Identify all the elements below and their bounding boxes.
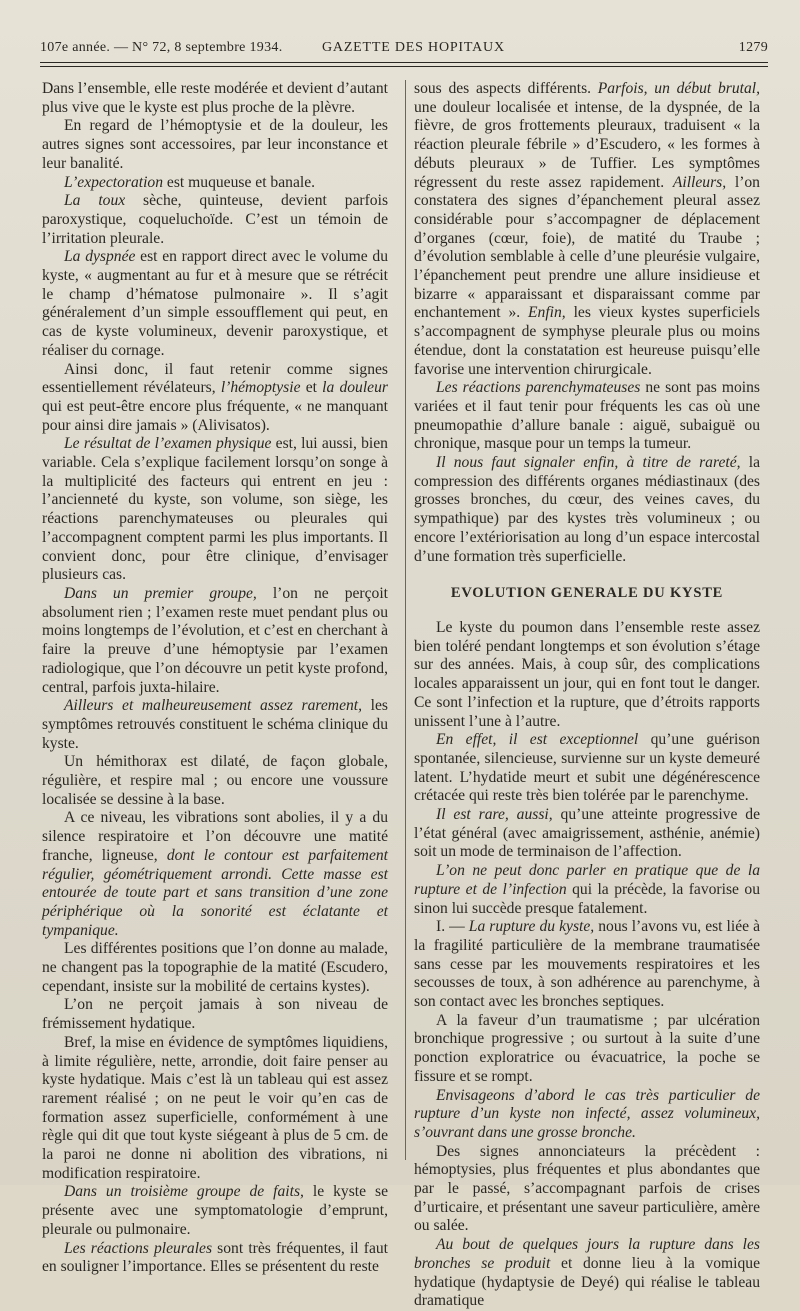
italic-text: Enfin, (528, 304, 566, 322)
text-run: la compression des différents organes médiastinaux (des grosses bronches, du cœur, des veines caves, du sympathique) par des kystes très volumineux ; ou encore l’extériorisation au long d’un espace intercostal d’une formation très superficielle. (414, 454, 760, 565)
paragraph (414, 1087, 760, 1143)
paragraph (42, 192, 388, 248)
italic-text: Ailleurs, (672, 173, 727, 191)
text-run: une douleur localisée et intense, de la dyspnée, de la fièvre, de gros frottements pleuraux, traduisent « la réaction pleurale fébrile » d’Escudero, « les formes à débuts pleuraux » de Tuffier. Les symptômes régressent du reste assez rapidement. (414, 98, 760, 191)
right-column (414, 80, 760, 1311)
italic-text: Au bout de quelques jours la rupture dans les bronches se produit (414, 1236, 760, 1272)
italic-text: L’expectoration (64, 173, 164, 191)
text-run: l’on constatera des signes d’épanchement pleural assez considérable pour s’accompagner de déplacement d’organes (cœur, foie), de matité du Traube ; d’évolution semblable à celle d’une pleurésie vulgaire, l’épanchement peut prendre une allure insidieuse et bizarre « apparaissant et disparaissant comme par enchantement ». (414, 173, 760, 322)
italic-text: En effet, il est exceptionnel (436, 731, 639, 749)
italic-text: Envisageons d’abord le cas très particulier de rupture d’un kyste non infecté, assez volumineux, s’ouvrant dans une grosse bronche. (414, 1086, 760, 1141)
paragraph (414, 862, 760, 918)
paragraph: Le kyste du poumon dans l’ensemble reste assez bien toléré pendant longtemps et son évolution s’étage sur des années. Mais, à coup sûr, des complications locales apparaissent un jour, qui en font tout le danger. Ce sont l’infection et la rupture, que d’étroits rapports unissent l’une à l’autre. (414, 618, 760, 730)
italic-text: Dans un troisième groupe de faits, (64, 1183, 304, 1201)
paragraph (42, 585, 388, 697)
text-run: Ainsi donc, il faut retenir comme signes essentiellement révélateurs, (42, 360, 388, 397)
header-rule (40, 62, 768, 63)
italic-text: Ailleurs et malheureusement assez rarement, (64, 697, 363, 715)
italic-text: Parfois, un début brutal, (597, 80, 760, 97)
page-number: 1279 (738, 40, 768, 55)
italic-text: dont le contour est parfaitement régulier, géométriquement arrondi. Cette masse est entourée de toute part et sans transition d’une zone périphérique où la sonorité est éclatante et tympanique. (42, 846, 388, 939)
italic-text: Il est rare, aussi, (436, 806, 553, 824)
text-run: I. — (436, 918, 469, 936)
paragraph: L’on ne perçoit jamais à son niveau de frémissement hydatique. (42, 996, 388, 1033)
header-rule-thin (40, 66, 768, 67)
text-run: ne sont pas moins variées et il faut tenir pour fréquents les cas où une pneumopathie d’allure banale : aiguë, subaiguë ou chronique, masque pour un temps la tumeur. (414, 379, 760, 453)
text-run: et donne lieu à la vomique hydatique (hydaptysie de Deyé) qui réalise le tableau dramatique (414, 1254, 761, 1310)
paragraph (42, 248, 388, 360)
paragraph (42, 174, 388, 193)
text-run: le kyste se présente avec une symptomatologie d’emprunt, pleurale ou pulmonaire. (42, 1183, 388, 1238)
italic-text: la douleur (322, 379, 388, 397)
paragraph: Bref, la mise en évidence de symptômes liquidiens, à limite régulière, nette, arrondie, doit faire penser au kyste hydatique. Mais c’est là un tableau qui est assez rarement réalisé ; on ne peut le voir qu’en cas de formation assez superficielle, conformément à une règle qui dit que tout kyste siégeant à plus de 5 cm. de la paroi ne donne ni abolition des vibrations, ni modification respiratoire. (42, 1033, 388, 1182)
column-divider (405, 80, 406, 1160)
text-run: est, lui aussi, bien variable. Cela s’explique facilement lorsqu’on songe à la multiplicité des facteurs qui entrent en jeu : l’ancienneté du kyste, son volume, son siège, les réactions parenchymateuses ou pleurales qui l’accompagnent comptent parmi les plus importants. Il convient donc, pour être clinique, d’envisager plusieurs cas. (42, 435, 388, 584)
paragraph (42, 1240, 388, 1277)
italic-text: l’hémoptysie (220, 379, 301, 397)
paragraph (42, 697, 388, 753)
paragraph (42, 435, 388, 585)
paragraph (414, 80, 760, 379)
paragraph (42, 1183, 388, 1239)
paragraph: Les différentes positions que l’on donne au malade, ne changent pas la topographie de la matité (Escudero, cependant, insiste sur la mobilité de certains kystes). (42, 940, 388, 995)
paragraph: Dans l’ensemble, elle reste modérée et devient d’autant plus vive que le kyste est plus proche de la plèvre. (42, 80, 388, 116)
italic-text: Le résultat de l’examen physique (64, 435, 272, 453)
paragraph (42, 809, 388, 940)
italic-text: Il nous faut signaler enfin, à titre de rareté, (436, 454, 741, 472)
text-run: nous l’avons vu, est liée à la fragilité particulière de la membrane traumatisée sans cesse par les mouvements respiratoires et les secousses de toux, à son adhérence au parenchyme, à son contact avec les bronches septiques. (414, 918, 761, 1011)
paragraph (414, 454, 760, 566)
issue-info: 107e année. — N° 72, 8 septembre 1934. (40, 40, 283, 55)
text-run: l’on ne perçoit absolument rien ; l’examen reste muet pendant plus ou moins longtemps de l’évolution, et c’est en cherchant à faire la preuve d’une hémoptysie par l’examen radiologique, que l’on découvre un petit kyste profond, central, parfois juxta-hilaire. (42, 584, 388, 696)
italic-text: La toux (64, 192, 126, 210)
text-run: est muqueuse et banale. (163, 173, 316, 191)
paragraph (414, 1236, 760, 1311)
text-run: qui est peut-être encore plus fréquente, « ne manquant pour ainsi dire jamais » (Alivisatos). (42, 397, 388, 434)
italic-text: Les réactions parenchymateuses (436, 379, 641, 397)
text-run: A ce niveau, les vibrations sont abolies, il y a du silence respiratoire et l’on découvre une matité franche, ligneuse, (42, 809, 388, 864)
italic-text: L’on ne peut donc parler en pratique que de la rupture et de l’infection (414, 862, 760, 898)
text-run: qu’une atteinte progressive de l’état général (avec amaigrissement, asthénie, anémie) soit un mode de terminaison de l’affection. (414, 806, 761, 861)
italic-text: La dyspnée (64, 248, 136, 266)
paragraph (414, 731, 760, 806)
paragraph (42, 361, 388, 436)
paragraph: Un hémithorax est dilaté, de façon globale, régulière, et respire mal ; ou encore une voussure localisée se dessine à la base. (42, 753, 388, 808)
italic-text: Les réactions pleurales (64, 1239, 213, 1257)
section-heading: EVOLUTION GENERALE DU KYSTE (450, 585, 724, 602)
text-run: qu’une guérison spontanée, silencieuse, survienne sur un kyste demeuré latent. L’hydatide meurt et subit une dégénérescence crétacée qui reste très bien tolérée par le parenchyme. (414, 731, 760, 805)
paragraph: En regard de l’hémoptysie et de la douleur, les autres signes sont accessoires, par leur inconstance et leur banalité. (42, 117, 388, 172)
paragraph (414, 918, 760, 1012)
text-run: est en rapport direct avec le volume du kyste, « augmentant au fur et à mesure que se rétrécit le champ d’hématose pulmonaire ». Il s’agit généralement d’un simple essoufflement qui peut, en cas de kyste volumineux, devenir paroxystique, et réaliser du cornage. (42, 248, 388, 359)
text-run: sont très fréquentes, il faut en souligner l’importance. Elles se présentent du reste (42, 1239, 389, 1276)
italic-text: Dans un premier groupe, (64, 584, 257, 602)
paragraph (414, 379, 760, 454)
text-run: et (300, 379, 323, 397)
text-run: qui la précède, la favorise ou sinon lui succède presque fatalement. (414, 880, 760, 917)
text-run: sèche, quinteuse, devient parfois paroxystique, coqueluchoïde. C’est un témoin de l’irritation pleurale. (42, 192, 389, 247)
paragraph: Des signes annonciateurs la précèdent : hémoptysies, plus fréquentes et plus abondantes que par le passé, s’accompagnant parfois de crises d’urticaire, et présentant une saveur particulière, amère ou salée. (414, 1142, 760, 1235)
paragraph (414, 806, 760, 862)
text-run: sous des aspects différents. (414, 80, 598, 97)
left-column (42, 80, 388, 1277)
text-run: les symptômes retrouvés constituent le schéma clinique du kyste. (42, 697, 388, 752)
journal-title: GAZETTE DES HOPITAUX (322, 40, 505, 55)
paragraph: A la faveur d’un traumatisme ; par ulcération bronchique progressive ; ou surtout à la suite d’une ponction exploratrice ou évacuatrice, la poche se fissure et se rompt. (414, 1011, 760, 1085)
text-run: les vieux kystes superficiels s’accompagnent de symphyse pleurale plus ou moins étendue, dont la constatation est heureuse puisqu’elle favorise une intervention chirurgicale. (414, 304, 760, 378)
page-header (40, 40, 768, 60)
italic-text: La rupture du kyste, (468, 918, 595, 936)
